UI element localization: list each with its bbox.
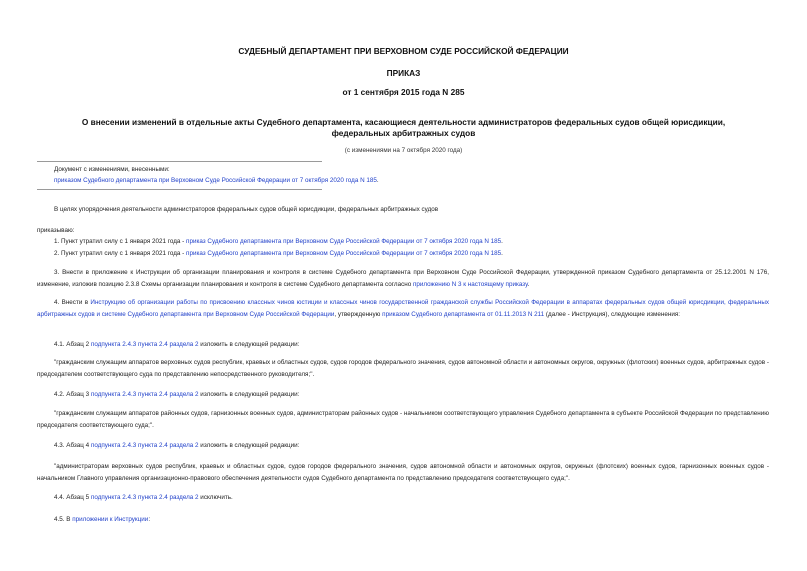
subitem-4-5 [54, 516, 150, 523]
notice-label: Документ с изменениями, внесенными: [54, 166, 170, 173]
subitem-4-5-a: 4.5. В [54, 516, 73, 523]
instruction-link[interactable]: Инструкцию об организации работы по присвоению классных чинов юстиции и классных чинов государственной гражданской службы Российской Федерации в аппаратах федеральных судов общей юрисдикции, федеральных арбитражных судов и системе Судебного департамента при Верховном Суде Российской Федерации [37, 299, 769, 318]
subitem-4-4-link[interactable]: подпункта 2.4.3 пункта 2.4 раздела 2 [90, 494, 199, 501]
item-2-tail: . [501, 250, 503, 257]
item-1 [54, 238, 503, 245]
item-4-mid: , утвержденную [334, 310, 383, 318]
subitem-4-3-link[interactable]: подпункта 2.4.3 пункта 2.4 раздела 2 [90, 442, 199, 449]
subitem-4-4-a: 4.4. Абзац 5 [54, 494, 91, 501]
doc-type-heading: ПРИКАЗ [386, 68, 421, 78]
order-211-link[interactable]: приказом Судебного департамента от 01.11.2013 N 211 [382, 310, 545, 318]
subitem-4-1 [54, 341, 299, 348]
subitem-4-2-b: изложить в следующей редакции: [198, 391, 300, 398]
doc-title-line2: федеральных арбитражных судов [331, 128, 476, 138]
item-3-text: 3. Внести в приложение к Инструкции об организации планирования и контроля в системе Судебного департамента при Верховном Суде Российской Федерации, утвержденной приказом Судебного департамента от 25.12.2001 N 176, изменение, изложив позицию 2.3.8 Схемы организации планирования и контроля в системе Судебного департамента согласно [37, 269, 769, 288]
notice-bottom-rule [37, 189, 322, 190]
item-4 [37, 297, 769, 320]
subitem-4-4-b: исключить. [198, 494, 233, 501]
subitem-4-3-a: 4.3. Абзац 4 [54, 442, 91, 449]
item-4-text: 4. Внести в [54, 299, 91, 306]
subitem-4-3 [54, 442, 299, 449]
notice-top-rule [37, 161, 322, 162]
subitem-4-2 [54, 391, 299, 398]
quote-4-3: "администраторам верховных судов республик, краевых и областных судов, судов городов федерального значения, судов автономной области и автономных округов, окружных (флотских) военных судов, гарнизонных военных судов - начальником Главного управления организационно-правового обеспечения деятельности судов Судебного департамента по представлению председателя соответствующего суда;". [37, 463, 769, 482]
subitem-4-1-link[interactable]: подпункта 2.4.3 пункта 2.4 раздела 2 [90, 341, 199, 348]
subitem-4-3-b: изложить в следующей редакции: [198, 442, 300, 449]
item-3-link[interactable]: приложению N 3 к настоящему приказу [412, 280, 528, 288]
item-2-text: 2. Пункт утратил силу с 1 января 2021 года - [54, 250, 187, 257]
subitem-4-5-b: : [148, 516, 151, 523]
subitem-4-2-link[interactable]: подпункта 2.4.3 пункта 2.4 раздела 2 [90, 391, 199, 398]
subitem-4-1-a: 4.1. Абзац 2 [54, 341, 91, 348]
quote-4-2: "гражданским служащим аппаратов районных судов, гарнизонных военных судов, администраторам районных судов - начальником соответствующего управления Судебного департамента в субъекте Российской Федерации по представлению председателя соответствующего суда;". [37, 410, 769, 429]
item-1-link[interactable]: приказ Судебного департамента при Верховном Суде Российской Федерации от 7 октября 2020 года N 185 [186, 238, 502, 245]
item-4-tail: (далее - Инструкция), следующие изменения: [544, 310, 681, 318]
subitem-4-1-b: изложить в следующей редакции: [198, 341, 300, 348]
amending-order-link[interactable]: приказом Судебного департамента при Верховном Суде Российской Федерации от 7 октября 2020 года N 185 [54, 177, 377, 184]
order-word: приказываю: [37, 227, 75, 234]
subitem-4-2-a: 4.2. Абзац 3 [54, 391, 91, 398]
quote-4-1: "гражданским служащим аппаратов верховных судов республик, краевых и областных судов, судов городов федерального значения, судов автономной области и автономных округов, окружных (флотских) военных судов, арбитражных судов - председателем соответствующего суда по представлению непосредственного руководителя;". [37, 359, 769, 378]
item-1-text: 1. Пункт утратил силу с 1 января 2021 года - [54, 238, 187, 245]
item-2 [54, 250, 503, 257]
item-2-link[interactable]: приказ Судебного департамента при Верховном Суде Российской Федерации от 7 октября 2020 года N 185 [186, 250, 502, 257]
notice-tail: . [376, 177, 379, 184]
amended-note: (с изменениями на 7 октября 2020 года) [344, 147, 463, 154]
org-heading: СУДЕБНЫЙ ДЕПАРТАМЕНТ ПРИ ВЕРХОВНОМ СУДЕ РОССИЙСКОЙ ФЕДЕРАЦИИ [238, 46, 569, 56]
doc-date-number: от 1 сентября 2015 года N 285 [342, 87, 465, 97]
item-3 [37, 267, 769, 290]
notice-link-line [54, 177, 379, 184]
item-3-tail: . [527, 280, 530, 288]
doc-title-line1: О внесении изменений в отдельные акты Судебного департамента, касающиеся деятельности администраторов федеральных судов общей юрисдикции, [81, 117, 726, 127]
subitem-4-4 [54, 494, 233, 501]
item-1-tail: . [501, 238, 503, 245]
preamble: В целях упорядочения деятельности администраторов федеральных судов общей юрисдикции, федеральных арбитражных судов [54, 206, 439, 213]
instruction-appendix-link[interactable]: приложении к Инструкции [72, 516, 149, 523]
